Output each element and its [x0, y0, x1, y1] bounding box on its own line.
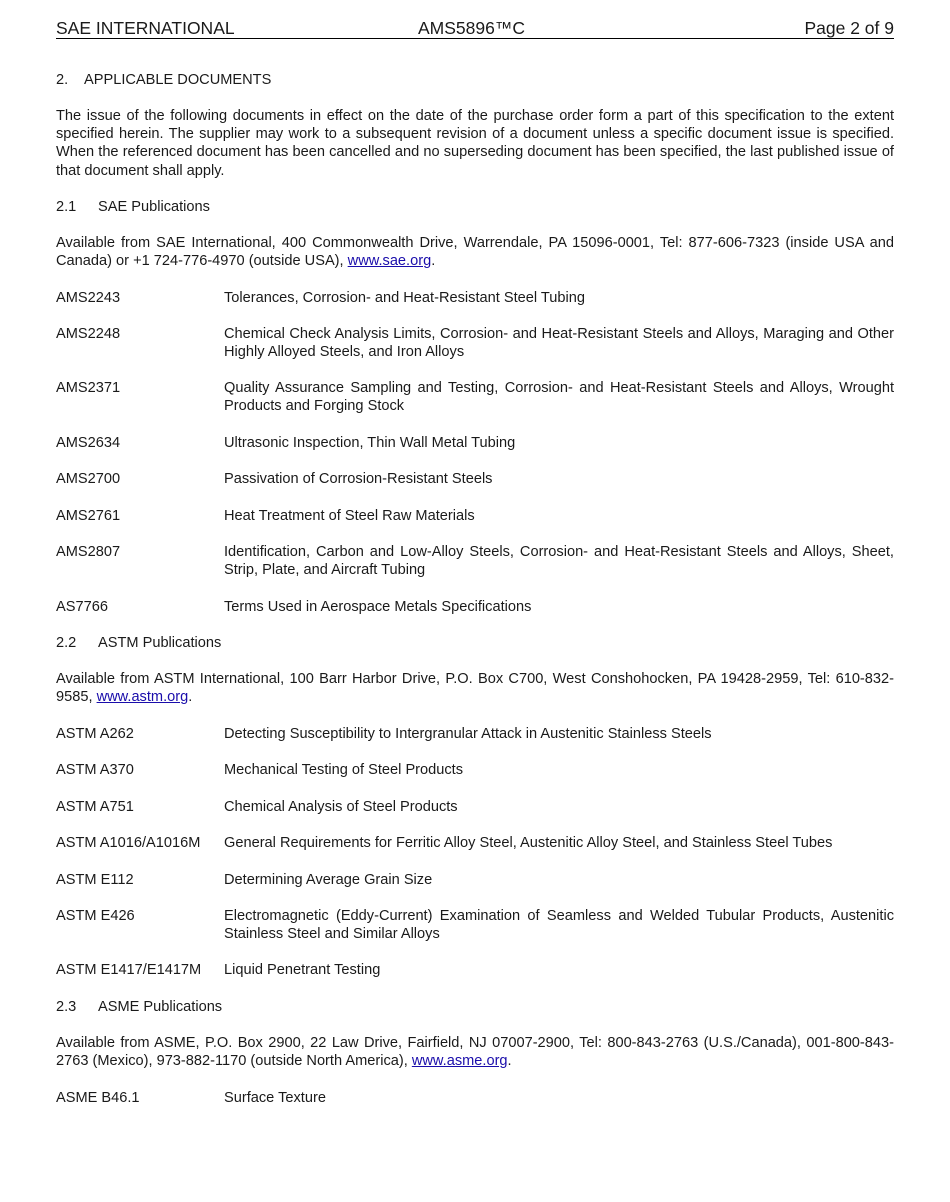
reference-title: Terms Used in Aerospace Metals Specifications [224, 599, 532, 615]
sentence-end: . [431, 253, 436, 270]
reference-title: Liquid Penetrant Testing [224, 962, 381, 978]
reference-code: ASME B46.1 [56, 1090, 140, 1106]
astm-website-link[interactable]: www.astm.org [96, 689, 189, 706]
reference-title: Surface Texture [224, 1090, 326, 1106]
reference-title: General Requirements for Ferritic Alloy Steel, Austenitic Alloy Steel, and Stainless Steel Tubes [224, 835, 833, 851]
reference-title: Detecting Susceptibility to Intergranular Attack in Austenitic Stainless Steels [224, 726, 712, 742]
reference-title: Determining Average Grain Size [224, 872, 433, 888]
reference-code: AS7766 [56, 599, 108, 615]
reference-title: Identification, Carbon and Low-Alloy Steels, Corrosion- and Heat-Resistant Steels and Alloys, Sheet, Strip, Plate, and Aircraft Tubing [224, 544, 894, 579]
reference-title: Heat Treatment of Steel Raw Materials [224, 508, 475, 524]
header-org: SAE INTERNATIONAL [56, 18, 235, 38]
section-title: APPLICABLE DOCUMENTS [84, 72, 272, 88]
reference-code: ASTM A751 [56, 799, 134, 815]
reference-code: AMS2761 [56, 508, 121, 524]
astm-availability [56, 670, 894, 706]
reference-title: Electromagnetic (Eddy-Current) Examination of Seamless and Welded Tubular Products, Austenitic Stainless Steel and Similar Alloys [224, 908, 894, 943]
section-2-body: The issue of the following documents in effect on the date of the purchase order form a part of this specification to the extent specified herein. The supplier may work to a subsequent revision of a document unless a specific document issue is specified. When the referenced document has been cancelled and no superseding document has been specified, the last published issue of that document shall apply. [56, 108, 894, 179]
reference-code: ASTM A370 [56, 762, 134, 778]
section-heading-2-1 [56, 198, 894, 216]
section-heading-2-2 [56, 634, 894, 652]
reference-code: AMS2700 [56, 471, 121, 487]
section-number: 2.3 [56, 999, 77, 1015]
availability-text: Available from SAE International, 400 Commonwealth Drive, Warrendale, PA 15096-0001, Tel: 877-606-7323 (inside USA and Canada) or +1 724-776-4970 (outside USA), [56, 235, 894, 270]
reference-title: Chemical Check Analysis Limits, Corrosion- and Heat-Resistant Steels and Alloys, Maraging and Other Highly Alloyed Steels, and Iron Alloys [224, 326, 894, 361]
reference-code: AMS2634 [56, 435, 121, 451]
sentence-end: . [188, 689, 193, 706]
availability-text: Available from ASME, P.O. Box 2900, 22 Law Drive, Fairfield, NJ 07007-2900, Tel: 800-843-2763 (U.S./Canada), 001-800-843-2763 (Mexico), 973-882-1170 (outside North America), [56, 1035, 894, 1070]
header-page-number: Page 2 of 9 [804, 18, 894, 38]
reference-title: Quality Assurance Sampling and Testing, Corrosion- and Heat-Resistant Steels and Alloys, Wrought Products and Forging Stock [224, 380, 894, 415]
section-title: ASTM Publications [98, 635, 222, 651]
reference-code: ASTM E426 [56, 908, 135, 924]
section-heading-2-3 [56, 998, 894, 1016]
asme-availability [56, 1034, 894, 1070]
reference-code: ASTM E1417/E1417M [56, 962, 202, 978]
reference-title: Chemical Analysis of Steel Products [224, 799, 458, 815]
section-heading-2 [56, 71, 894, 89]
reference-title: Mechanical Testing of Steel Products [224, 762, 464, 778]
reference-code: AMS2248 [56, 326, 121, 342]
reference-title: Tolerances, Corrosion- and Heat-Resistant Steel Tubing [224, 290, 585, 306]
reference-code: ASTM E112 [56, 872, 134, 888]
sentence-end: . [507, 1053, 512, 1070]
section-number: 2.1 [56, 199, 77, 215]
section-number: 2.2 [56, 635, 77, 651]
reference-code: ASTM A262 [56, 726, 134, 742]
availability-text: Available from ASTM International, 100 Barr Harbor Drive, P.O. Box C700, West Conshohocken, PA 19428-2959, Tel: 610-832-9585, [56, 671, 894, 706]
section-title: SAE Publications [98, 199, 210, 215]
page-header [56, 18, 894, 39]
reference-code: AMS2371 [56, 380, 121, 396]
reference-code: AMS2807 [56, 544, 121, 560]
section-title: ASME Publications [98, 999, 223, 1015]
section-number: 2. [56, 72, 69, 88]
reference-title: Ultrasonic Inspection, Thin Wall Metal Tubing [224, 435, 516, 451]
reference-code: AMS2243 [56, 290, 121, 306]
asme-website-link[interactable]: www.asme.org [411, 1053, 508, 1070]
header-doc-id: AMS5896™C [418, 18, 525, 38]
reference-title: Passivation of Corrosion-Resistant Steels [224, 471, 493, 487]
reference-code: ASTM A1016/A1016M [56, 835, 201, 851]
sae-availability [56, 234, 894, 270]
sae-website-link[interactable]: www.sae.org [347, 253, 432, 270]
